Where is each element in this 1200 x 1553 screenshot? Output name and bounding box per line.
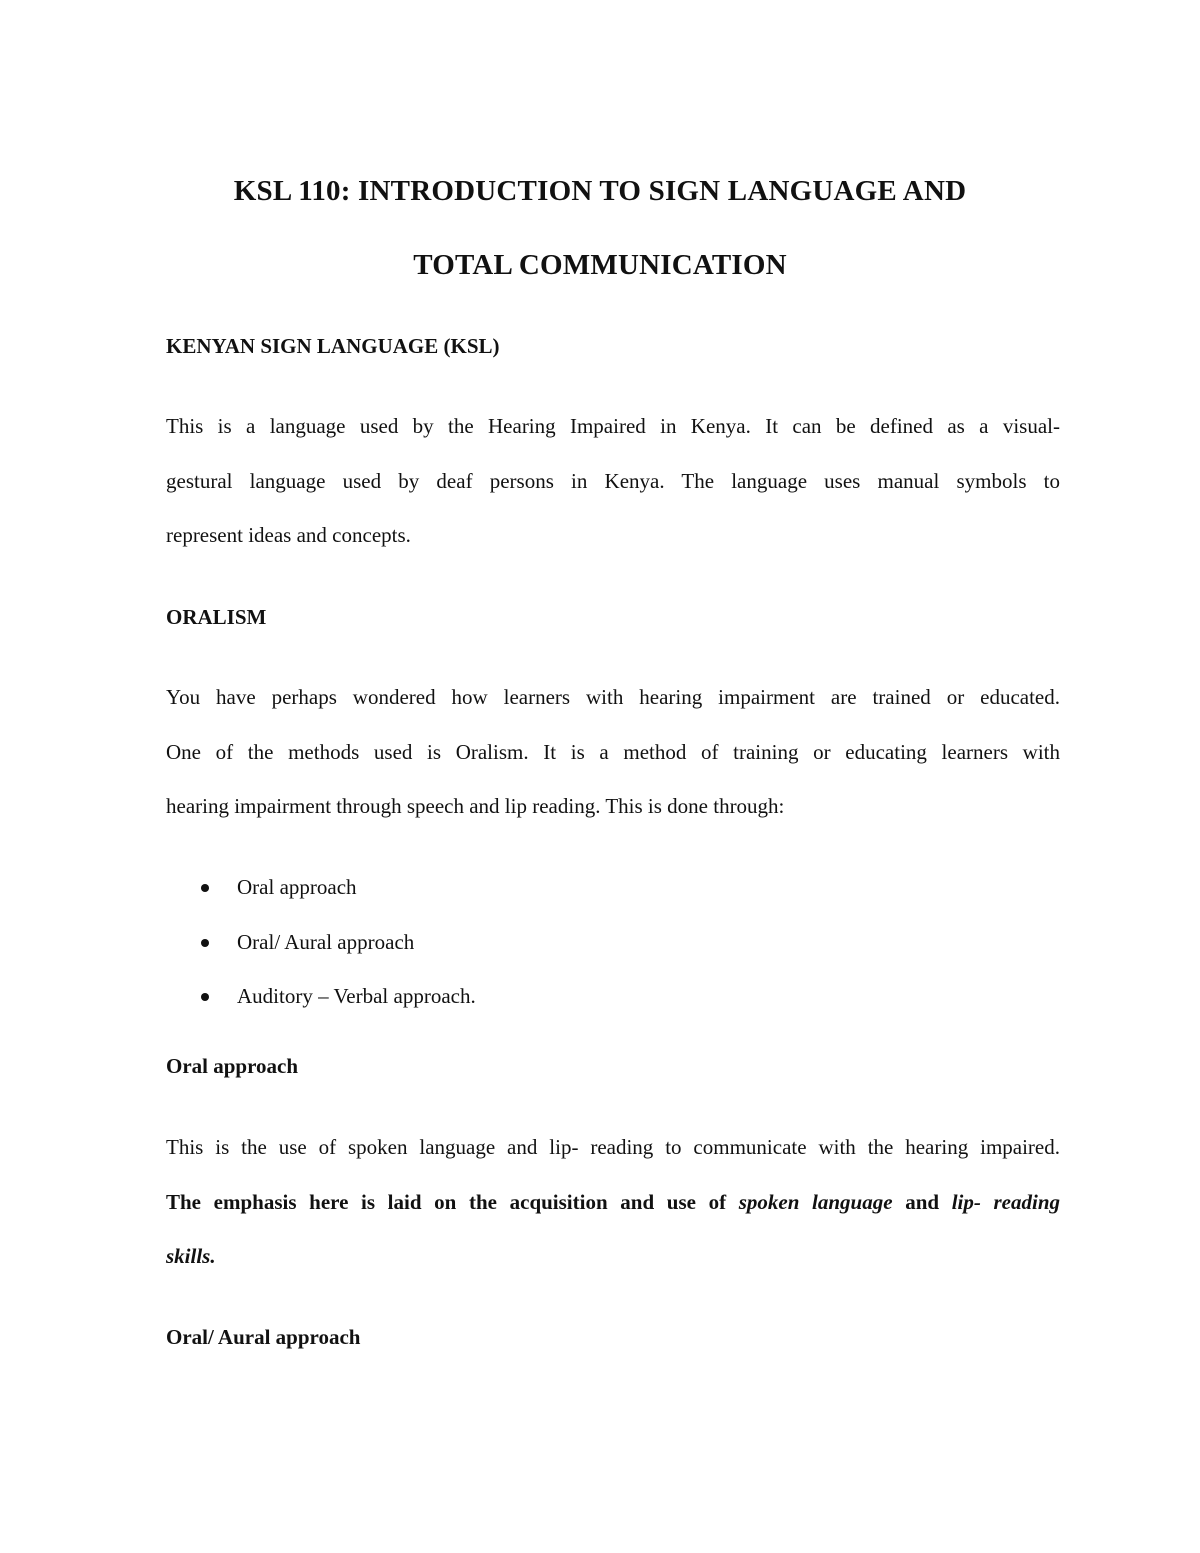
ksl-paragraph-line: represent ideas and concepts. bbox=[166, 523, 411, 547]
ksl-paragraph-line: This is a language used by the Hearing Impaired in Kenya. It can be defined as a visual- bbox=[166, 414, 1060, 438]
oralism-paragraph-line: hearing impairment through speech and lip reading. This is done through: bbox=[166, 794, 785, 818]
ksl-paragraph bbox=[166, 399, 1060, 563]
ksl-paragraph-line: gestural language used by deaf persons in Kenya. The language uses manual symbols to bbox=[166, 468, 1060, 493]
list-item bbox=[166, 969, 476, 1024]
document-title-line-2: TOTAL COMMUNICATION bbox=[413, 249, 787, 281]
oralism-paragraph bbox=[166, 670, 1060, 834]
emphasis-text: The emphasis here is laid on the acquisition and use of bbox=[166, 1189, 739, 1214]
oralism-methods-list bbox=[166, 860, 476, 1024]
document-title-line-1: KSL 110: INTRODUCTION TO SIGN LANGUAGE AND bbox=[233, 175, 967, 207]
oral-approach-paragraph-line: This is the use of spoken language and lip- reading to communicate with the hearing impaired. bbox=[166, 1135, 1060, 1159]
bullet-icon bbox=[201, 939, 209, 947]
section-heading-oral-aural-approach: Oral/ Aural approach bbox=[166, 1325, 361, 1349]
emphasis-text-and: and bbox=[892, 1189, 952, 1214]
oral-approach-paragraph bbox=[166, 1120, 1060, 1284]
emphasis-term-lip-reading: lip- reading bbox=[951, 1189, 1061, 1214]
list-item bbox=[166, 915, 476, 970]
section-heading-oralism: ORALISM bbox=[166, 605, 267, 629]
list-item bbox=[166, 860, 476, 915]
oralism-paragraph-line: One of the methods used is Oralism. It is a method of training or educating learners with bbox=[166, 739, 1060, 764]
list-item-text: Oral/ Aural approach bbox=[237, 929, 415, 954]
emphasis-term-skills: skills. bbox=[166, 1244, 216, 1268]
section-heading-oral-approach: Oral approach bbox=[166, 1054, 299, 1078]
bullet-icon bbox=[201, 884, 209, 892]
emphasis-term-spoken-language: spoken language bbox=[738, 1189, 893, 1214]
oralism-paragraph-line: You have perhaps wondered how learners with hearing impairment are trained or educated. bbox=[166, 685, 1060, 709]
section-heading-ksl: KENYAN SIGN LANGUAGE (KSL) bbox=[166, 334, 500, 358]
list-item-text: Oral approach bbox=[237, 875, 357, 899]
oral-approach-emphasis-line bbox=[166, 1175, 1060, 1230]
bullet-icon bbox=[201, 993, 209, 1001]
list-item-text: Auditory – Verbal approach. bbox=[237, 984, 476, 1008]
